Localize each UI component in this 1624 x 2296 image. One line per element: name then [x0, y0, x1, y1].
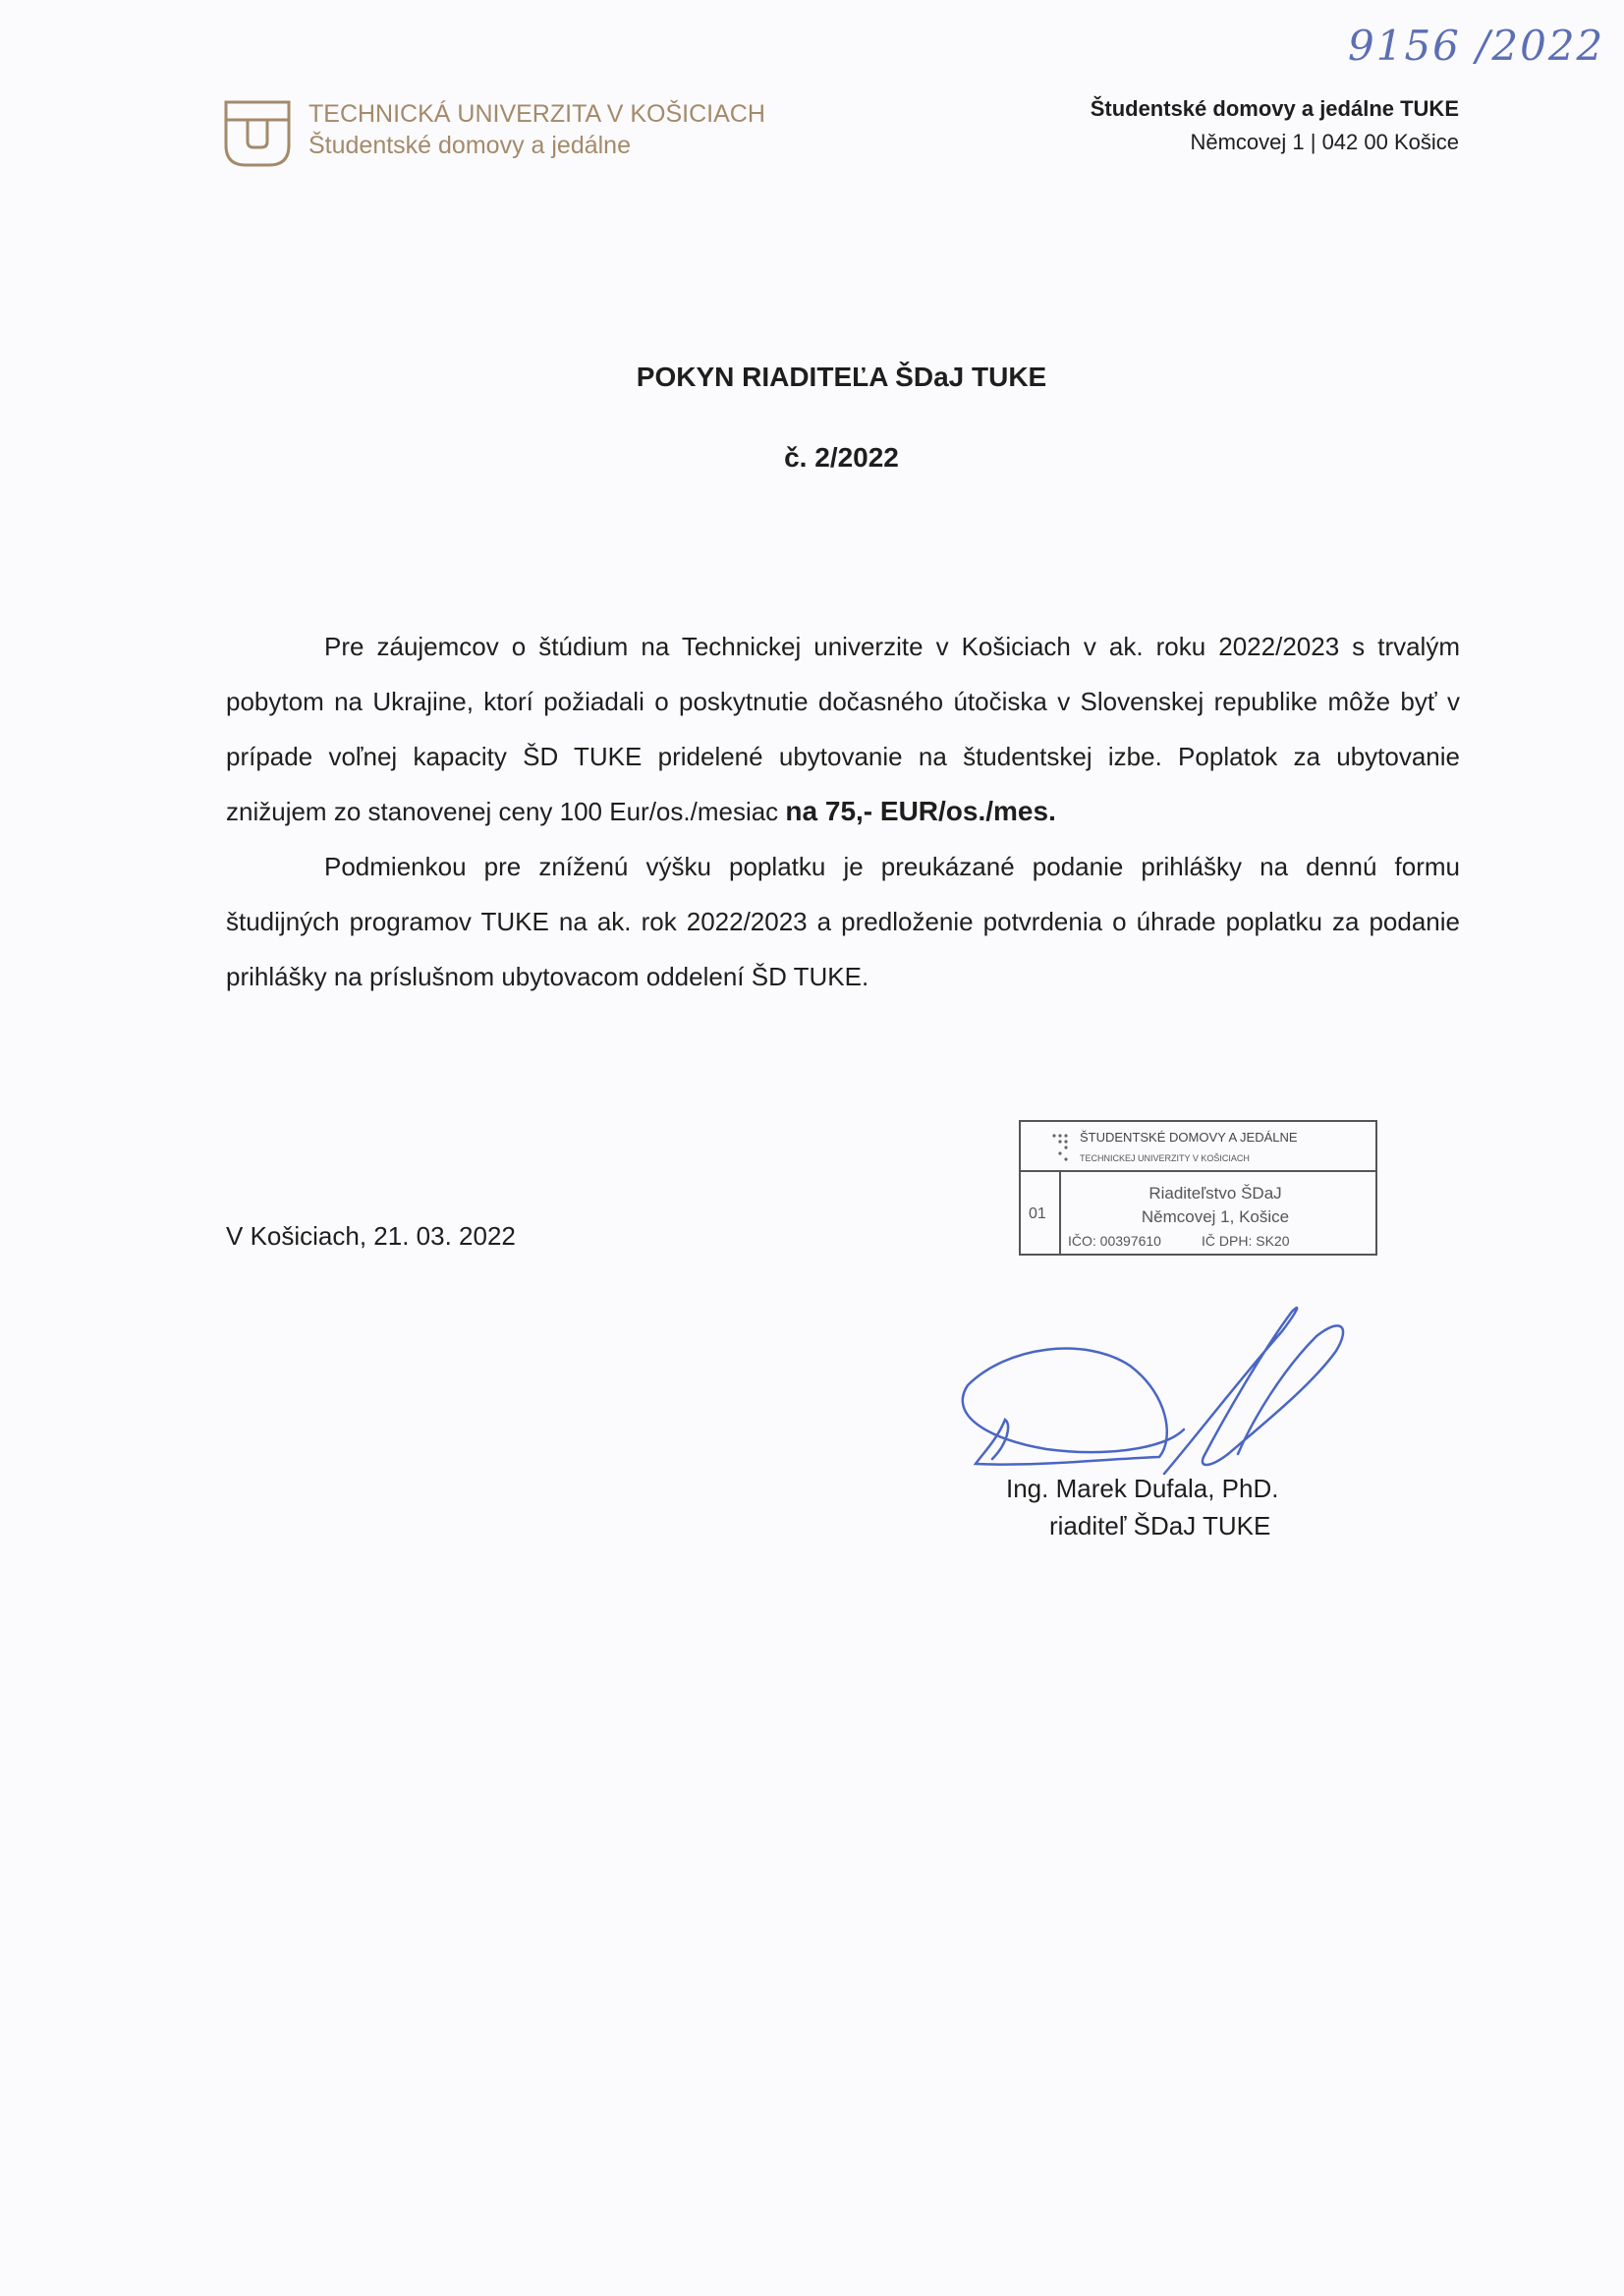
signer-name: Ing. Marek Dufala, PhD. [1006, 1474, 1279, 1503]
organization-address: Němcovej 1 | 042 00 Košice [1190, 130, 1459, 154]
paragraph-1 [226, 619, 1460, 839]
handwritten-registration-number: 9156 /2022 [1348, 22, 1605, 70]
paragraph-1-text: Pre záujemcov o štúdium na Technickej univerzite v Košiciach v ak. roku 2022/2023 s trvalým pobytom na Ukrajine, ktorí požiadali o poskytnutie dočasného útočiska v Slovenskej republike môže byť v prípade voľnej kapacity ŠD TUKE pridelené ubytovanie na študentskej izbe. Poplatok za ubytovanie znižujem zo stanovenej ceny 100 Eur/os./mesiac [226, 632, 1460, 826]
stamp-office: Riaditeľstvo ŠDaJ [1148, 1184, 1282, 1203]
logo-university-name: TECHNICKÁ UNIVERZITA V KOŠICIACH [308, 100, 765, 128]
university-logo [222, 98, 792, 172]
stamp-dic: IČ DPH: SK20 [1202, 1233, 1290, 1249]
date-place-line: V Košiciach, 21. 03. 2022 [226, 1221, 516, 1251]
document-body [226, 619, 1460, 1004]
document-title: POKYN RIADITEĽA ŠDaJ TUKE [636, 362, 1047, 392]
stamp-line-2: TECHNICKEJ UNIVERZITY V KOŠICIACH [1080, 1153, 1250, 1163]
signer-role: riaditeľ ŠDaJ TUKE [1049, 1511, 1271, 1540]
stamp-address: Němcovej 1, Košice [1141, 1207, 1290, 1226]
reduced-fee: na 75,- EUR/os./mes. [785, 796, 1056, 826]
stamp-line-1: ŠTUDENTSKÉ DOMOVY A JEDÁLNE [1080, 1130, 1298, 1145]
logo-department-name: Študentské domovy a jedálne [308, 132, 631, 159]
organization-name: Študentské domovy a jedálne TUKE [1090, 96, 1459, 121]
document-number: č. 2/2022 [784, 442, 899, 473]
stamp-ico: IČO: 00397610 [1068, 1233, 1161, 1249]
stamp-code: 01 [1029, 1205, 1046, 1222]
letterhead-address [1091, 92, 1459, 159]
tuke-logo-icon [222, 98, 293, 169]
paragraph-2: Podmienkou pre zníženú výšku poplatku je preukázané podanie prihlášky na dennú formu študijných programov TUKE na ak. rok 2022/2023 a predloženie potvrdenia o úhrade poplatku za podanie prihlášky na príslušnom ubytovacom oddelení ŠD TUKE. [226, 852, 1460, 991]
official-stamp [1019, 1120, 1377, 1256]
